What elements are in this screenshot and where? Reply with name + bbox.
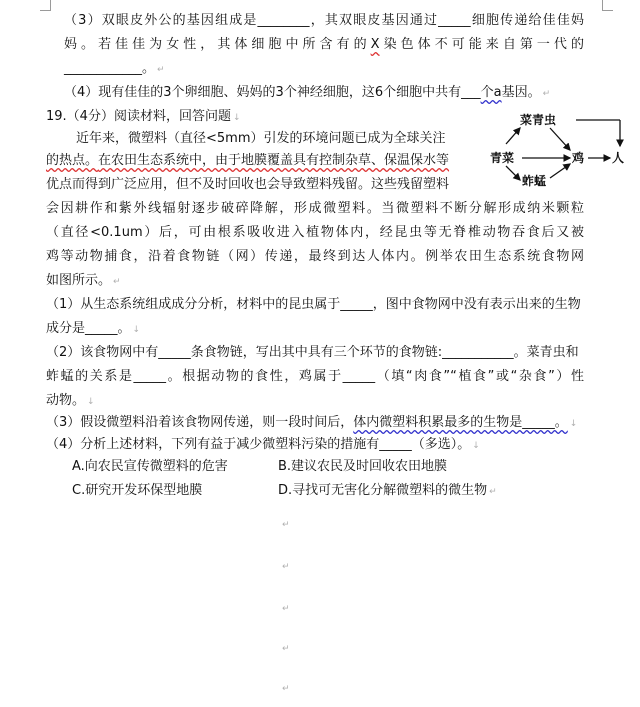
empty-paragraph-mark: ↵ bbox=[282, 684, 290, 694]
food-web-diagram bbox=[492, 110, 628, 190]
food-web-arrow bbox=[550, 128, 570, 150]
page-corner-mark bbox=[40, 0, 51, 11]
food-web-node-chicken: 鸡 bbox=[572, 151, 585, 165]
sub-question-3: （3）假设微塑料沿着该食物网传递，则一段时间后，体内微塑料积累最多的生物是_____。 ↓ bbox=[46, 415, 578, 430]
empty-paragraph-mark: ↵ bbox=[282, 562, 290, 572]
q19-title: 19.（4分）阅读材料，回答问题 ↓ bbox=[46, 109, 241, 124]
food-web-arrow bbox=[506, 166, 520, 180]
passage-line-2: 的热点。在农田生态系统中，由于地膜覆盖具有控制杂草、保温保水等 bbox=[46, 153, 450, 168]
sub-question-1-line-2: 成分是_____。 ↓ bbox=[46, 321, 141, 336]
passage-line-3: 优点而得到广泛应用，但不及时回收也会导致塑料残留。这些残留塑料 bbox=[46, 177, 450, 192]
sub-question-2-line-3: 动物。 ↓ bbox=[46, 393, 95, 408]
food-web-node-vegetable: 青菜 bbox=[490, 151, 515, 165]
food-web-node-grasshopper: 蚱蜢 bbox=[522, 174, 547, 188]
sub-question-4: （4）分析上述材料，下列有益于减少微塑料污染的措施有_____（多选）。 ↓ bbox=[46, 437, 480, 452]
passage-line-7: 如图所示。 ↵ bbox=[46, 273, 121, 288]
empty-paragraph-mark: ↵ bbox=[282, 520, 290, 530]
option-d: D.寻找可无害化分解微塑料的微生物 ↵ bbox=[278, 483, 497, 498]
q3-line-1: （3）双眼皮外公的基因组成是________，其双眼皮基因通过_____细胞传递给佳佳妈 bbox=[64, 13, 584, 28]
food-web-node-human: 人 bbox=[612, 151, 625, 165]
food-web-arrow bbox=[506, 128, 520, 144]
food-web-arrows bbox=[492, 110, 628, 190]
food-web-arrow bbox=[550, 164, 570, 178]
sub-question-2-line-2: 蚱蜢的关系是_____。根据动物的食性，鸡属于_____（填“肉食”“植食”或“杂食”）性 bbox=[46, 369, 584, 384]
option-b: B.建议农民及时回收农田地膜 bbox=[278, 459, 448, 474]
q4-line: （4）现有佳佳的3个卵细胞、妈妈的3个神经细胞，这6个细胞中共有___个a基因。 ↵ bbox=[64, 85, 551, 100]
food-web-node-caterpillar: 菜青虫 bbox=[520, 113, 557, 127]
q3-line-3: ____________。 ↵ bbox=[64, 61, 165, 76]
passage-line-4: 会因耕作和紫外线辐射逐步破碎降解，形成微塑料。当微塑料不断分解形成纳米颗粒 bbox=[46, 201, 584, 216]
option-c: C.研究开发环保型地膜 bbox=[72, 483, 203, 498]
passage-line-6: 鸡等动物捕食，沿着食物链（网）传递，最终到达人体内。例举农田生态系统食物网 bbox=[46, 249, 584, 264]
sub-question-1-line-1: （1）从生态系统组成成分分析，材料中的昆虫属于_____，图中食物网中没有表示出来的生物 bbox=[46, 297, 581, 312]
empty-paragraph-mark: ↵ bbox=[282, 604, 290, 614]
option-a: A.向农民宣传微塑料的危害 bbox=[72, 459, 228, 474]
passage-line-1: 近年来，微塑料（直径<5mm）引发的环境问题已成为全球关注 bbox=[76, 131, 446, 146]
sub-question-2-line-1: （2）该食物网中有_____条食物链，写出其中具有三个环节的食物链:___________。菜青虫和 bbox=[46, 345, 579, 360]
q3-line-2: 妈。若佳佳为女性，其体细胞中所含有的X染色体不可能来自第一代的 bbox=[64, 37, 584, 52]
page-corner-mark bbox=[602, 0, 613, 11]
passage-line-5: （直径<0.1um）后，可由根系吸收进入植物体内，经昆虫等无脊椎动物吞食后又被 bbox=[46, 225, 584, 240]
empty-paragraph-mark: ↵ bbox=[282, 644, 290, 654]
